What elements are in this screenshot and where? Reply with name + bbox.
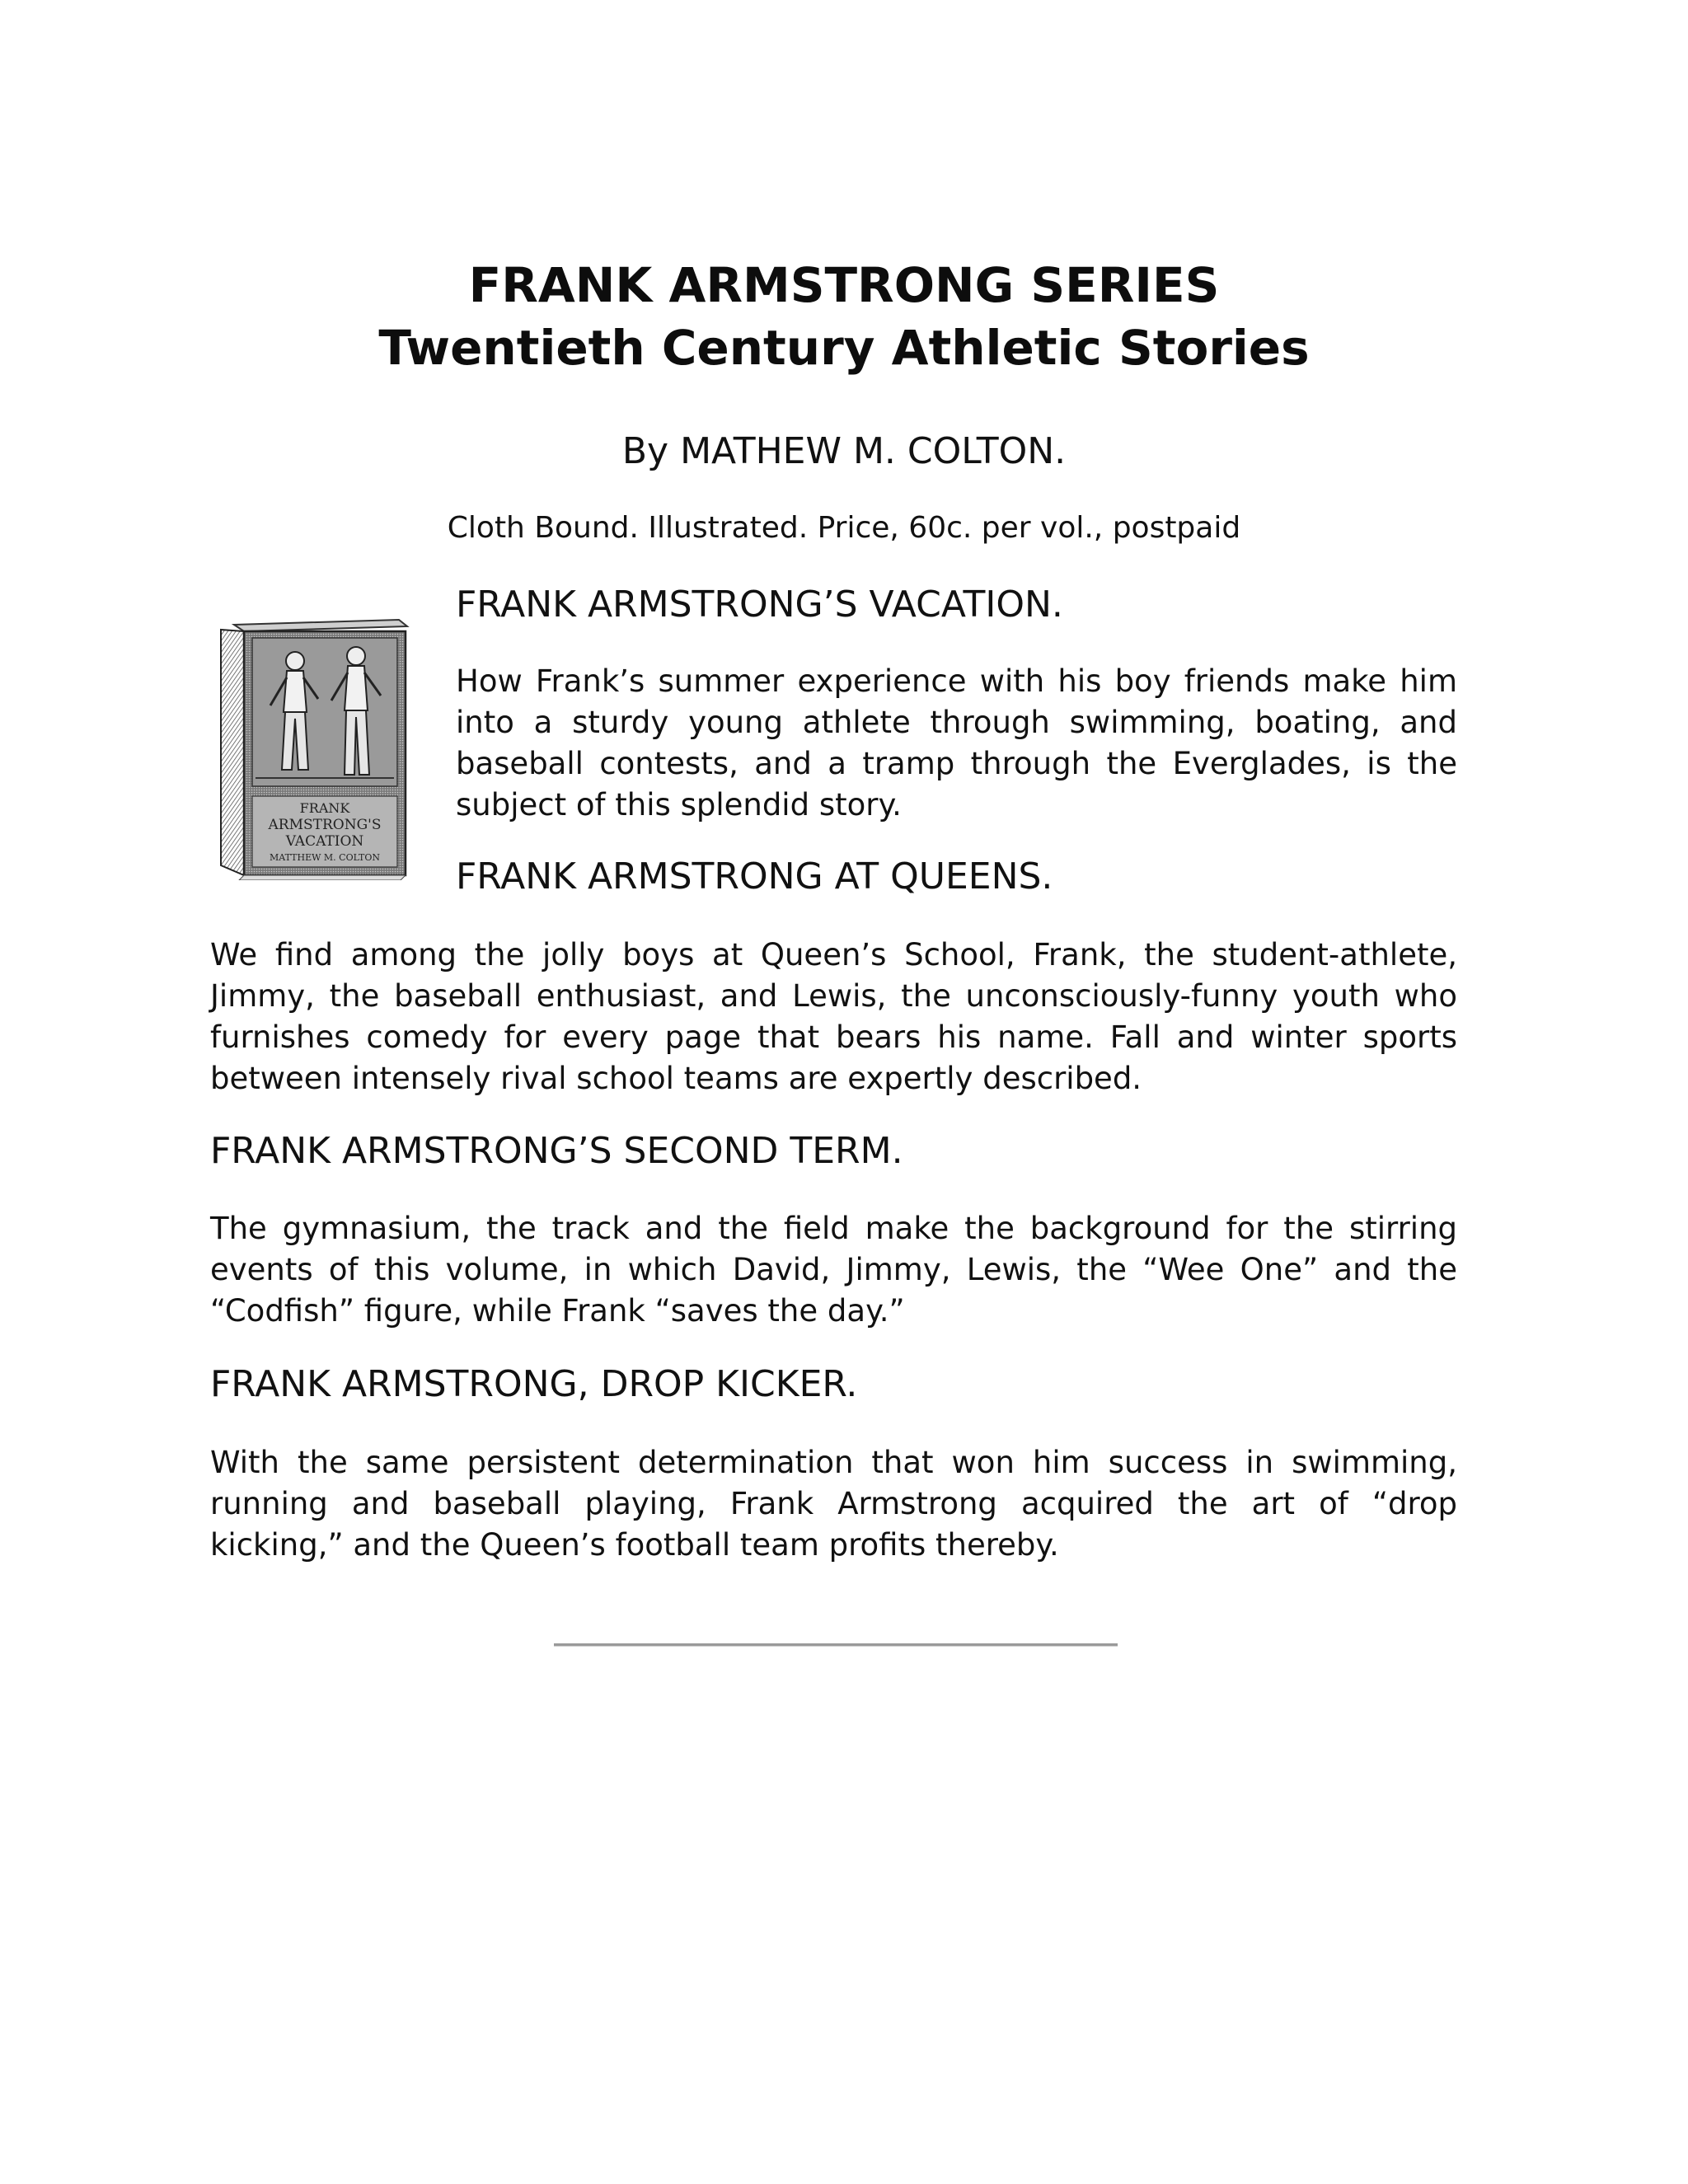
- book-title-drop-kicker: FRANK ARMSTRONG, DROP KICKER.: [210, 1363, 858, 1405]
- book-description-vacation: How Frank’s summer experience with his boy friends make him into a sturdy young athlete through swimming, boating, and baseball contests, and a tramp through the Everglades, is the subject of this splendid story.: [456, 663, 1457, 823]
- book-description-at-queens: We find among the jolly boys at Queen’s School, Frank, the student-athlete, Jimmy, the baseball enthusiast, and Lewis, the unconsciously-funny youth who furnishes comedy for every page that bears his name. Fall and winter sports between intensely rival school teams are expertly described.: [210, 937, 1457, 1096]
- cover-title-line3: VACATION: [285, 833, 364, 850]
- cover-title-line2: ARMSTRONG'S: [268, 817, 382, 833]
- series-title: FRANK ARMSTRONG SERIES: [468, 257, 1220, 313]
- cover-author: MATTHEW M. COLTON: [270, 852, 380, 863]
- book-title-second-term: FRANK ARMSTRONG’S SECOND TERM.: [210, 1130, 903, 1172]
- horizontal-rule: [554, 1643, 1118, 1647]
- book-title-vacation: FRANK ARMSTRONG’S VACATION.: [456, 583, 1063, 626]
- series-subtitle: Twentieth Century Athletic Stories: [378, 320, 1310, 376]
- book-description-drop-kicker: With the same persistent determination that won him success in swimming, running and baseball playing, Frank Armstrong acquired the art of “drop kicking,” and the Queen’s football team profits thereby.: [210, 1445, 1457, 1563]
- book-cover-illustration: [216, 613, 410, 880]
- page-title: [0, 254, 1688, 379]
- cover-title-line1: FRANK: [299, 800, 350, 816]
- author-line: By MATHEW M. COLTON.: [621, 430, 1067, 472]
- book-title-at-queens: FRANK ARMSTRONG AT QUEENS.: [456, 855, 1053, 898]
- book-description-second-term: The gymnasium, the track and the field make the background for the stirring events of this volume, in which David, Jimmy, Lewis, the “Wee One” and the “Codfish” figure, while Frank “saves the day.”: [210, 1211, 1457, 1329]
- binding-price-line: Cloth Bound. Illustrated. Price, 60c. per vol., postpaid: [447, 511, 1241, 545]
